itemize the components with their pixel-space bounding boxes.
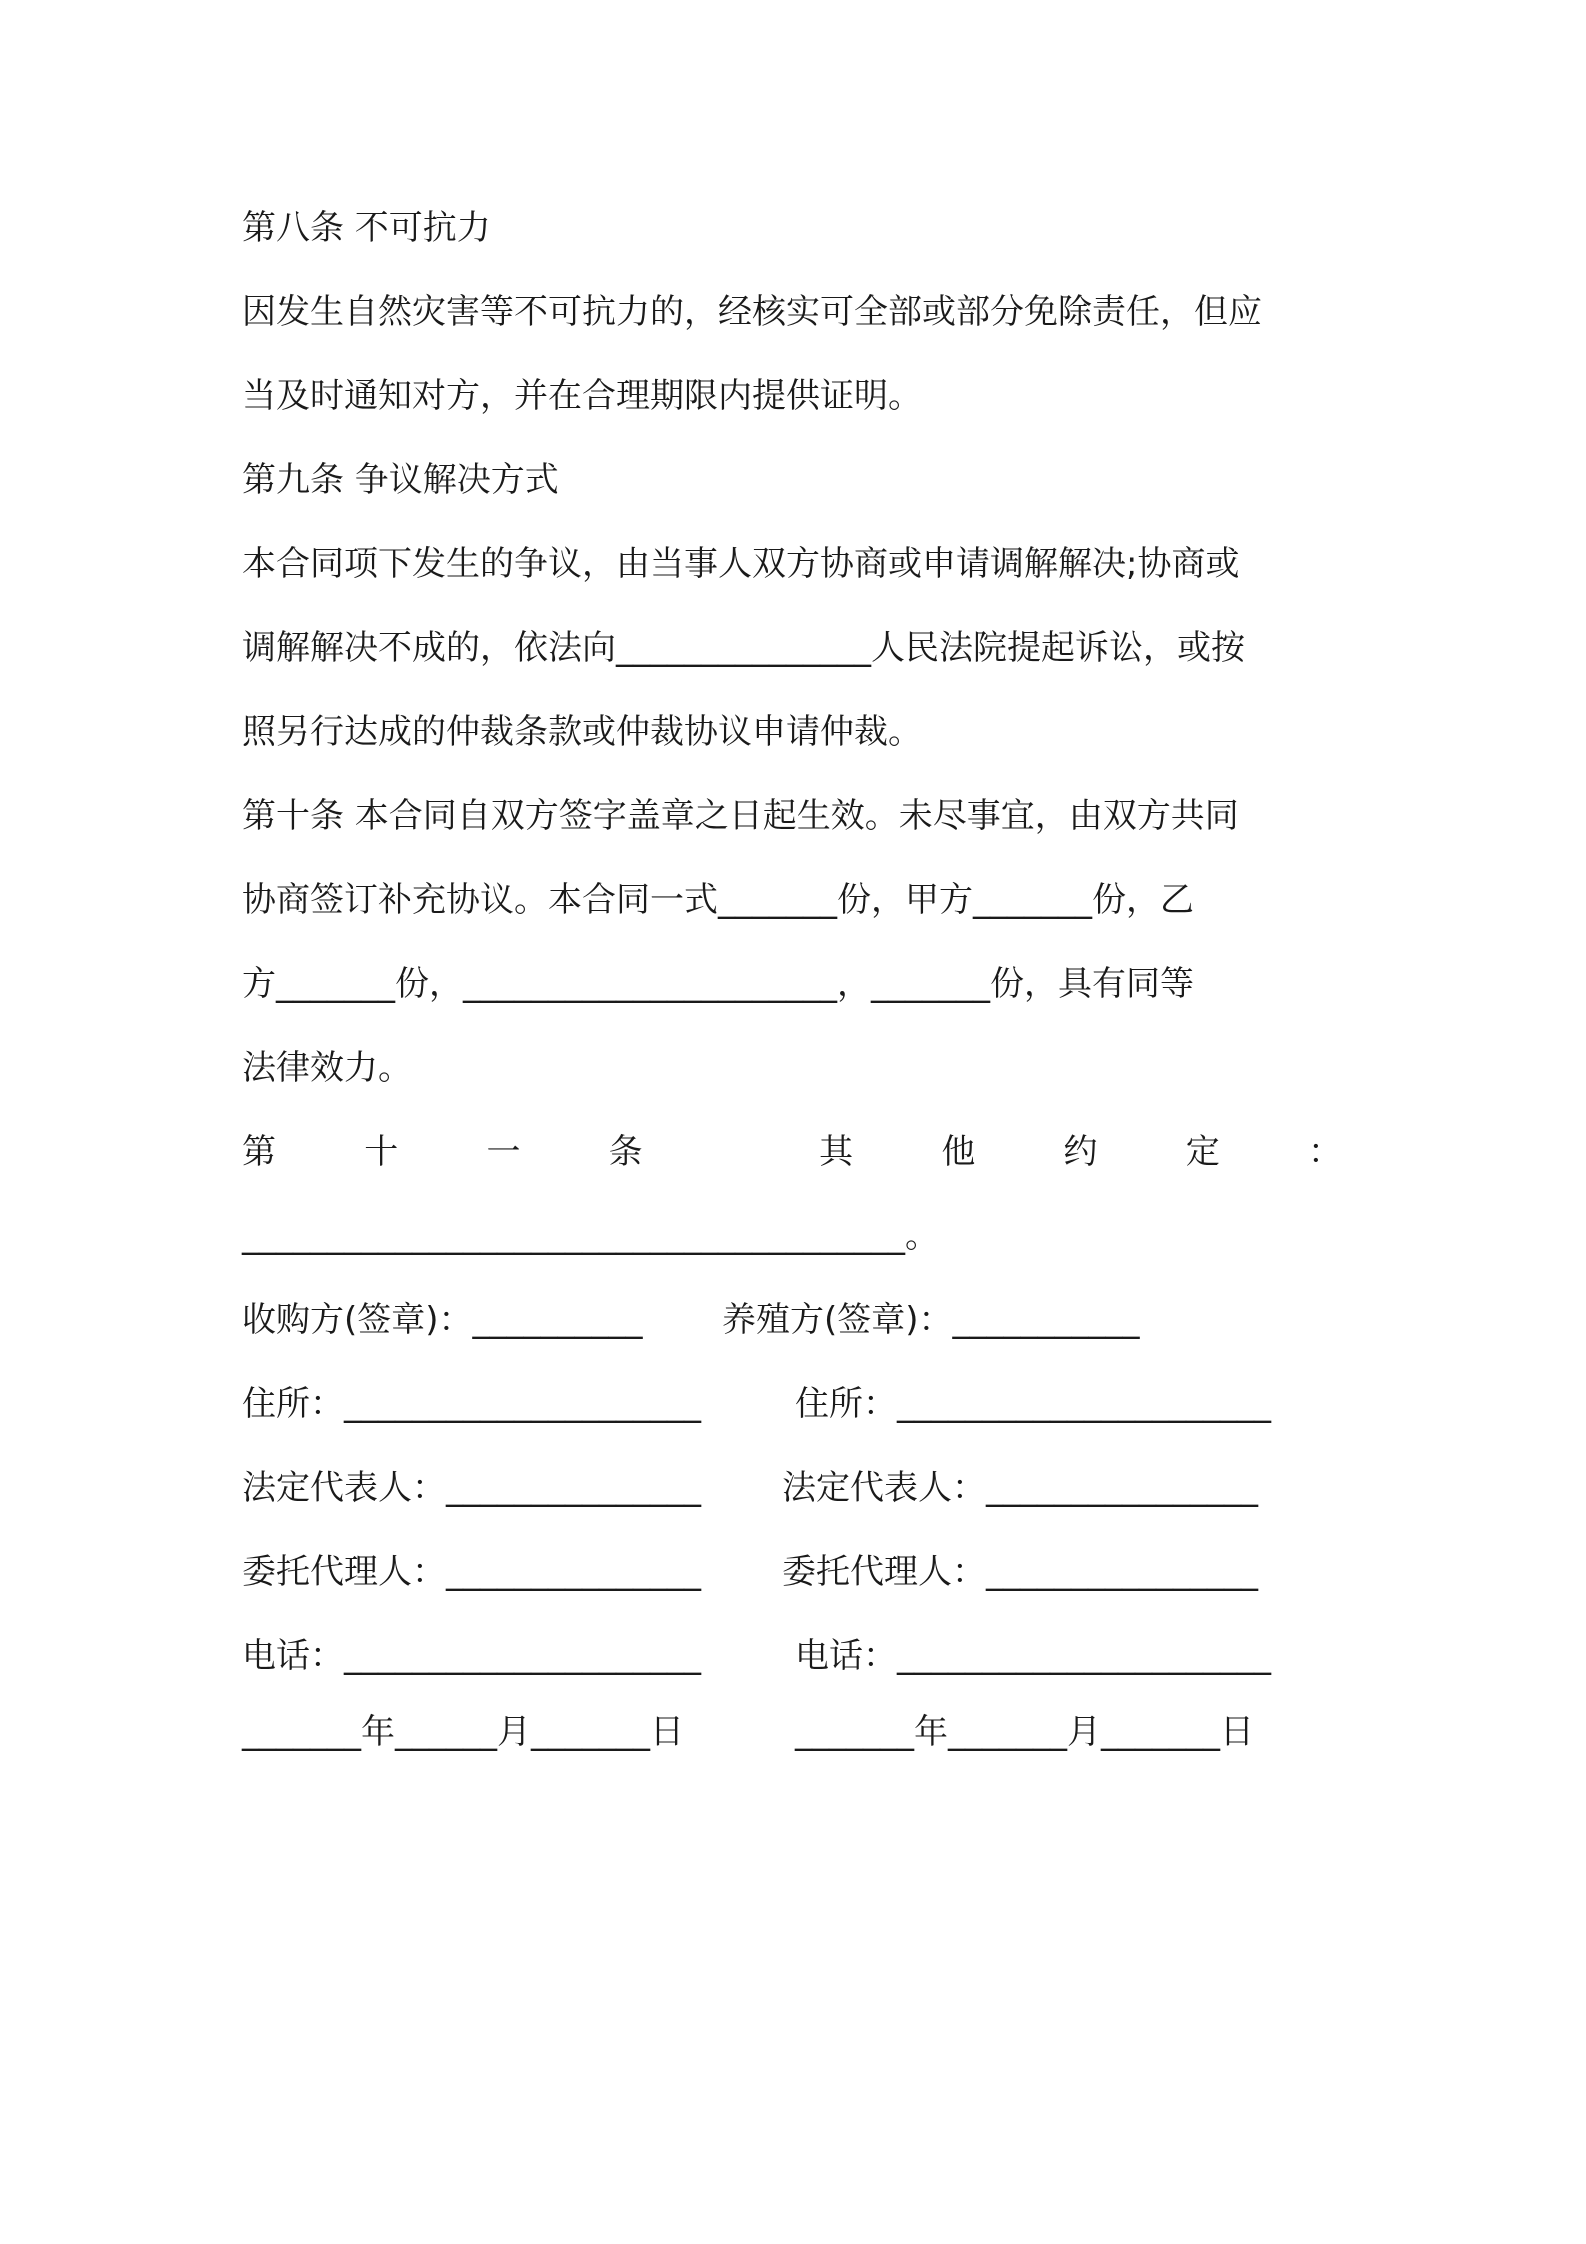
article-11-heading	[242, 1130, 1342, 1174]
article-11-char: 一	[486, 1132, 521, 1172]
article-11-char: 条	[608, 1132, 643, 1172]
article-10-line-3: 方_______份，______________________，_______份，具有同等	[242, 964, 1194, 1004]
article-9-body-line-1: 本合同项下发生的争议，由当事人双方协商或申请调解解决;协商或	[242, 544, 1240, 584]
article-9-body-line-2: 调解解决不成的，依法向_______________人民法院提起诉讼，或按	[242, 628, 1245, 668]
buyer-address-field: 住所：_____________________	[242, 1384, 701, 1424]
article-11-char: ：	[1307, 1132, 1342, 1172]
article-8-body-line-1: 因发生自然灾害等不可抗力的，经核实可全部或部分免除责任，但应	[242, 292, 1262, 332]
buyer-legal-rep-field: 法定代表人：_______________	[242, 1468, 701, 1508]
article-11-char: 其	[819, 1132, 854, 1172]
article-10-line-1: 第十条 本合同自双方签字盖章之日起生效。未尽事宜，由双方共同	[242, 796, 1239, 836]
buyer-phone-field: 电话：_____________________	[242, 1636, 701, 1676]
article-11-char: 第	[242, 1132, 276, 1172]
article-11-char: 定	[1185, 1132, 1220, 1172]
article-11-char: 他	[941, 1132, 976, 1172]
farmer-date-field: _______年_______月_______日	[795, 1712, 1254, 1752]
article-11-char: 约	[1063, 1132, 1098, 1172]
article-8-heading: 第八条 不可抗力	[242, 208, 491, 248]
article-9-heading: 第九条 争议解决方式	[242, 460, 559, 500]
farmer-phone-field: 电话：______________________	[795, 1636, 1271, 1676]
article-9-body-line-3: 照另行达成的仲裁条款或仲裁协议申请仲裁。	[242, 712, 922, 752]
farmer-agent-field: 委托代理人：________________	[782, 1552, 1258, 1592]
buyer-signature-field: 收购方(签章)：__________	[242, 1300, 643, 1340]
farmer-legal-rep-field: 法定代表人：________________	[782, 1468, 1258, 1508]
article-10-line-2: 协商签订补充协议。本合同一式_______份，甲方_______份，乙	[242, 880, 1194, 920]
article-11-blank-line: _______________________________________。	[242, 1216, 939, 1256]
article-10-line-4: 法律效力。	[242, 1048, 412, 1088]
buyer-date-field: _______年______月_______日	[242, 1712, 684, 1752]
buyer-agent-field: 委托代理人：_______________	[242, 1552, 701, 1592]
article-11-char: 十	[364, 1132, 399, 1172]
farmer-address-field: 住所：______________________	[795, 1384, 1271, 1424]
farmer-signature-field: 养殖方(签章)：___________	[722, 1300, 1140, 1340]
article-8-body-line-2: 当及时通知对方，并在合理期限内提供证明。	[242, 376, 922, 416]
